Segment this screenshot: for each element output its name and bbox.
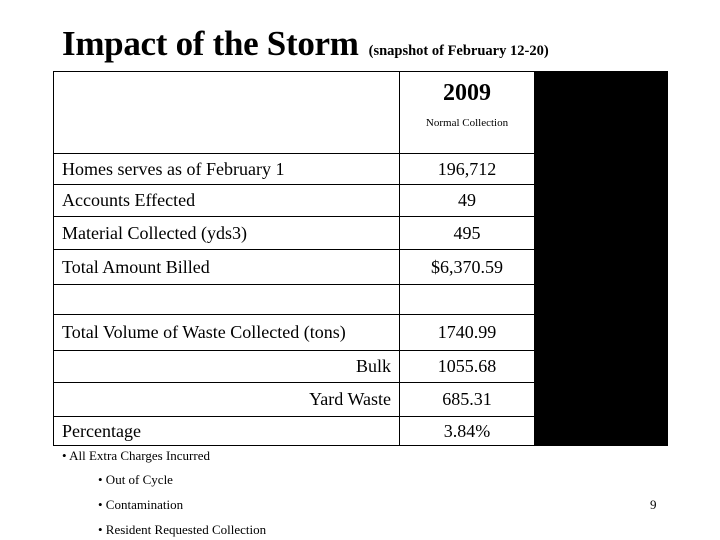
row-value: 495 (400, 217, 535, 250)
table-header-row (54, 72, 668, 154)
row-value: 196,712 (400, 154, 535, 185)
year-header: 2009 (443, 80, 491, 106)
row-value: $6,370.59 (400, 250, 535, 285)
row-value: 49 (400, 185, 535, 217)
note-item: • Out of Cycle (98, 472, 173, 487)
row-value: 685.31 (400, 383, 535, 417)
row-value: 1055.68 (400, 351, 535, 383)
row-value (400, 285, 535, 315)
notes-list (62, 448, 266, 538)
header-empty-cell (54, 72, 400, 154)
normal-collection-label: Normal Collection (425, 117, 509, 129)
storm-impact-table (53, 71, 668, 446)
slide-title-block (62, 24, 549, 64)
row-label: Homes serves as of February 1 (54, 154, 400, 185)
blacked-out-column (535, 72, 668, 446)
note-main: • All Extra Charges Incurred (62, 448, 210, 463)
row-label: Accounts Effected (54, 185, 400, 217)
row-label: Bulk (54, 351, 400, 383)
note-item: • Resident Requested Collection (98, 522, 267, 537)
note-item: • Contamination (98, 497, 184, 512)
row-label: Percentage (54, 417, 400, 446)
row-value: 1740.99 (400, 315, 535, 351)
row-label: Material Collected (yds3) (54, 217, 400, 250)
slide-title: Impact of the Storm (62, 24, 359, 63)
page-number: 9 (650, 497, 657, 512)
row-value: 3.84% (400, 417, 535, 446)
row-label (54, 285, 400, 315)
slide-subtitle: (snapshot of February 12-20) (368, 43, 549, 59)
header-year-cell (400, 72, 535, 154)
row-label: Total Volume of Waste Collected (tons) (54, 315, 400, 351)
row-label: Total Amount Billed (54, 250, 400, 285)
row-label: Yard Waste (54, 383, 400, 417)
